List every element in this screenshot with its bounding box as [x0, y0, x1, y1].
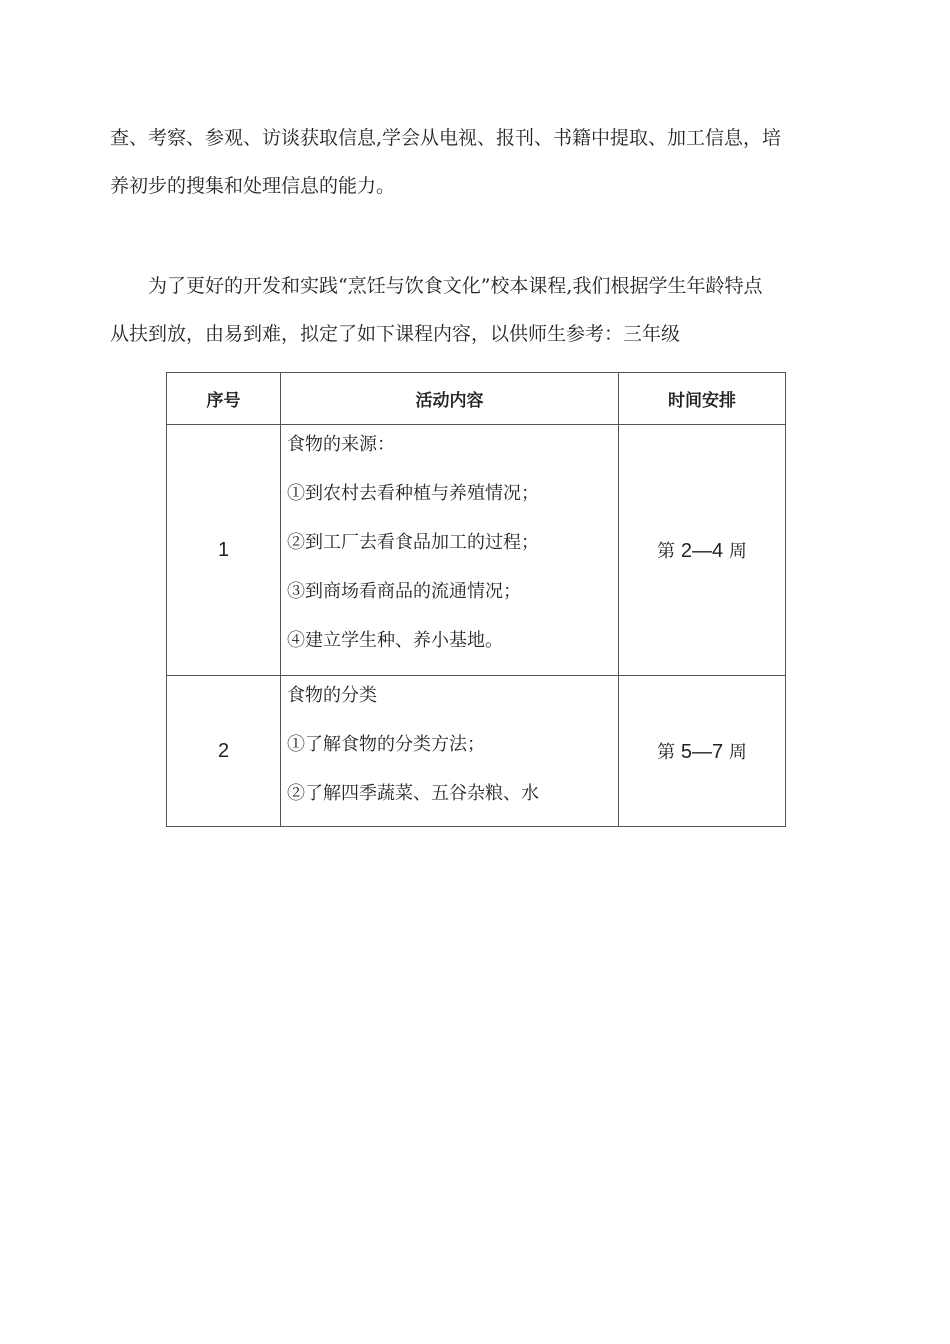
text-line: 养初步的搜集和处理信息的能力。	[110, 175, 396, 197]
course-schedule-table	[166, 372, 786, 827]
activity-line: ②到工厂去看食品加工的过程；	[287, 532, 539, 553]
table-row	[167, 425, 786, 676]
header-activity: 活动内容	[281, 373, 619, 425]
row-number: 2	[167, 676, 281, 827]
header-number: 序号	[167, 373, 281, 425]
activity-line: 食物的分类	[287, 685, 377, 706]
activity-line: 食物的来源：	[287, 434, 395, 455]
activity-cell	[281, 676, 619, 827]
activity-line: ①到农村去看种植与养殖情况；	[287, 483, 539, 504]
activity-line: ②了解四季蔬菜、五谷杂粮、水	[287, 783, 539, 804]
week-range: 5—7	[680, 741, 724, 763]
schedule-cell	[619, 676, 786, 827]
activity-line: ④建立学生种、养小基地。	[287, 630, 503, 651]
week-range: 2—4	[680, 540, 724, 562]
text-line: 从扶到放，由易到难，拟定了如下课程内容，以供师生参考：三年级	[110, 323, 681, 345]
table-header-row	[167, 373, 786, 425]
paragraph-course-intro	[110, 262, 840, 358]
activity-cell	[281, 425, 619, 676]
schedule-cell	[619, 425, 786, 676]
table-row	[167, 676, 786, 827]
row-number: 1	[167, 425, 281, 676]
text-line: 为了更好的开发和实践“烹饪与饮食文化”校本课程,我们根据学生年龄特点	[148, 275, 763, 297]
activity-line: ③到商场看商品的流通情况；	[287, 581, 521, 602]
activity-line: ①了解食物的分类方法；	[287, 734, 485, 755]
text-line: 查、考察、参观、访谈获取信息,学会从电视、报刊、书籍中提取、加工信息，培	[110, 127, 782, 149]
paragraph-info-skills	[110, 114, 840, 210]
week-prefix: 第	[657, 742, 681, 763]
header-schedule: 时间安排	[619, 373, 786, 425]
week-suffix: 周	[723, 742, 747, 763]
week-suffix: 周	[723, 541, 747, 562]
week-prefix: 第	[657, 541, 681, 562]
